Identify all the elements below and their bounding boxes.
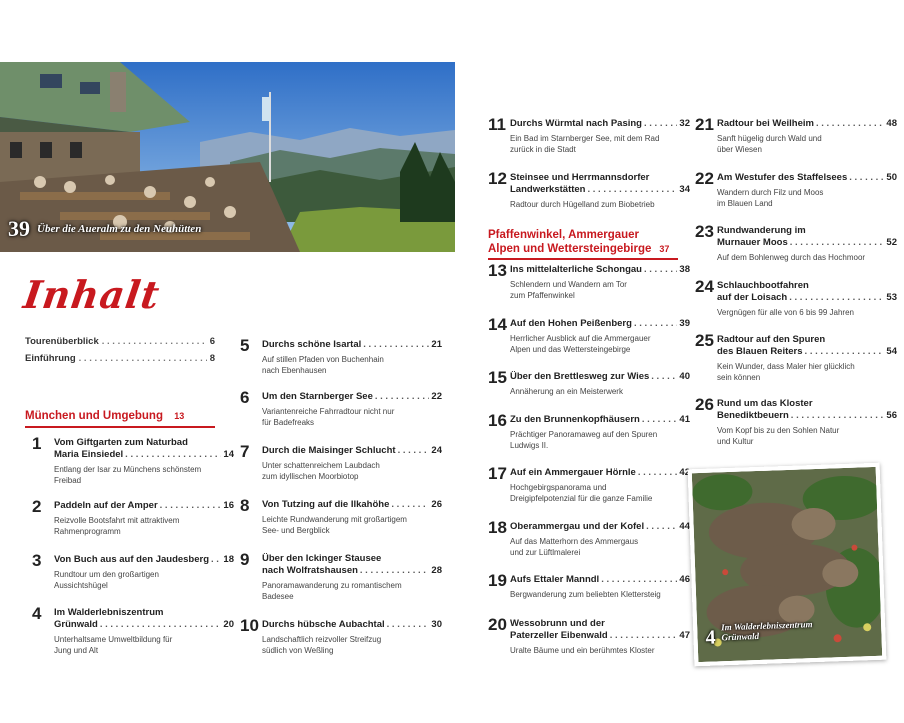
tour-title bbox=[510, 414, 690, 426]
tour-number: 21 bbox=[695, 115, 714, 134]
tour-title bbox=[262, 391, 442, 403]
leader-dots bbox=[360, 565, 430, 577]
leader-dots bbox=[375, 391, 430, 403]
tour-description bbox=[262, 514, 442, 536]
toc-entry-body bbox=[510, 574, 690, 600]
toc-entry-body bbox=[510, 521, 690, 558]
tour-description-line: und zur Lüftlmalerei bbox=[510, 548, 581, 557]
boars-photo bbox=[688, 463, 887, 667]
tour-description-line: Wandern durch Filz und Moos bbox=[717, 188, 824, 197]
tour-title-line: Rund um das Kloster bbox=[717, 398, 813, 409]
tour-page: 26 bbox=[431, 499, 442, 510]
toc-entry-body bbox=[717, 280, 897, 318]
tour-description bbox=[717, 361, 897, 383]
tour-description bbox=[510, 279, 690, 301]
toc-entry-body bbox=[717, 225, 897, 263]
tour-number: 15 bbox=[488, 368, 507, 387]
toc-entry-body bbox=[262, 553, 442, 602]
tour-title bbox=[717, 172, 897, 184]
leader-dots bbox=[160, 500, 222, 512]
tour-number: 8 bbox=[240, 496, 250, 515]
tour-title bbox=[717, 334, 897, 358]
tour-description bbox=[510, 645, 690, 656]
tour-title-line: Über den Ickinger Stausee bbox=[262, 553, 382, 564]
tour-title bbox=[510, 118, 690, 130]
tour-description-line: sein können bbox=[717, 373, 761, 382]
tour-number: 22 bbox=[695, 169, 714, 188]
tour-description-line: Landschaftlich reizvoller Streifzug bbox=[262, 635, 382, 644]
tour-page: 46 bbox=[679, 574, 690, 585]
tour-description-line: über Wiesen bbox=[717, 145, 762, 154]
tour-description-line: Reizvolle Bootsfahrt mit attraktivem bbox=[54, 516, 180, 525]
tour-title-line: Paddeln auf der Amper bbox=[54, 500, 158, 511]
tour-title bbox=[262, 445, 442, 457]
tour-description bbox=[717, 425, 897, 447]
tour-description-line: Prächtiger Panoramaweg auf den Spuren bbox=[510, 430, 658, 439]
tour-page: 38 bbox=[679, 264, 690, 275]
tour-description-line: für Badefreaks bbox=[262, 418, 315, 427]
tour-description-line: Bergwanderung zum beliebten Klettersteig bbox=[510, 590, 661, 599]
tour-title-line: Auf den Hohen Peißenberg bbox=[510, 318, 632, 329]
tour-number: 23 bbox=[695, 222, 714, 241]
section-title-line: Alpen und Wettersteingebirge bbox=[488, 243, 652, 255]
tour-description-line: Ludwigs II. bbox=[510, 441, 549, 450]
tour-description-line: Ein Bad im Starnberger See, mit dem Rad bbox=[510, 134, 660, 143]
tour-title-line: Benediktbeuern bbox=[717, 410, 789, 421]
page-title: Inhalt bbox=[20, 272, 163, 317]
toc-front-entry[interactable] bbox=[25, 336, 215, 347]
tour-description bbox=[510, 333, 690, 355]
tour-title-line: Oberammergau und der Kofel bbox=[510, 521, 645, 532]
tour-title-line: Am Westufer des Staffelsees bbox=[717, 172, 848, 183]
tour-description bbox=[262, 354, 442, 376]
tour-description-line: Dreigipfelpotenzial für die ganze Familie bbox=[510, 494, 653, 503]
tour-number: 11 bbox=[488, 115, 506, 134]
tour-description-line: Variantenreiche Fahrradtour nicht nur bbox=[262, 407, 395, 416]
tour-description-line: Herrlicher Ausblick auf die Ammergauer bbox=[510, 334, 651, 343]
tour-number: 26 bbox=[695, 395, 714, 414]
tour-title-line: Von Tutzing auf die Ilkahöhe bbox=[262, 499, 390, 510]
tour-number: 14 bbox=[488, 315, 507, 334]
leader-dots bbox=[651, 371, 677, 383]
tour-title-line: Maria Einsiedel bbox=[54, 449, 124, 460]
section-page: 37 bbox=[659, 244, 670, 254]
leader-dots bbox=[644, 118, 677, 130]
toc-entry-body bbox=[510, 467, 690, 504]
tour-description bbox=[510, 589, 690, 600]
tour-title bbox=[510, 574, 690, 586]
tour-number: 4 bbox=[32, 604, 42, 623]
tour-title bbox=[262, 619, 442, 631]
leader-dots bbox=[398, 445, 430, 457]
tour-title-line: Im Walderlebniszentrum bbox=[54, 607, 164, 618]
tour-title-line: Über den Brettlesweg zur Wies bbox=[510, 371, 650, 382]
leader-dots bbox=[805, 346, 885, 358]
photo-caption bbox=[8, 216, 201, 242]
tour-description bbox=[510, 429, 690, 451]
tour-page: 53 bbox=[886, 292, 897, 303]
tour-description-line: Entlang der Isar zu Münchens schönstem bbox=[54, 465, 202, 474]
tour-title bbox=[717, 280, 897, 304]
tour-description bbox=[54, 464, 234, 486]
leader-dots bbox=[816, 118, 884, 130]
leader-dots bbox=[211, 554, 221, 566]
toc-front-title: Tourenüberblick bbox=[25, 336, 99, 347]
tour-page: 20 bbox=[223, 619, 234, 630]
tour-description-line: Annäherung an ein Meisterwerk bbox=[510, 387, 623, 396]
tour-title bbox=[717, 118, 897, 130]
tour-title-line: Auf ein Ammergauer Hörnle bbox=[510, 467, 636, 478]
tour-description-line: Vergnügen für alle von 6 bis 99 Jahren bbox=[717, 308, 854, 317]
tour-title-line: Rundwanderung im bbox=[717, 225, 806, 236]
tour-description-line: nach Ebenhausen bbox=[262, 366, 327, 375]
tour-page: 22 bbox=[431, 391, 442, 402]
toc-entry-body bbox=[54, 500, 234, 537]
tour-title-line: Steinsee und Herrmannsdorfer bbox=[510, 172, 650, 183]
leader-dots bbox=[789, 292, 884, 304]
leader-dots bbox=[601, 574, 677, 586]
toc-entry-body bbox=[262, 391, 442, 428]
tour-title-line: nach Wolfratshausen bbox=[262, 565, 358, 576]
tour-description-line: Uralte Bäume und ein berühmtes Kloster bbox=[510, 646, 655, 655]
tour-description bbox=[717, 133, 897, 155]
tour-description-line: Vom Kopf bis zu den Sohlen Natur bbox=[717, 426, 840, 435]
tour-page: 24 bbox=[431, 445, 442, 456]
tour-page: 30 bbox=[431, 619, 442, 630]
tour-title-line: Paterzeller Eibenwald bbox=[510, 630, 608, 641]
tour-number: 13 bbox=[488, 261, 507, 280]
tour-number: 25 bbox=[695, 331, 714, 350]
tour-title-line: Ins mittelalterliche Schongau bbox=[510, 264, 642, 275]
toc-entry-body bbox=[54, 607, 234, 656]
tour-description bbox=[717, 187, 897, 209]
tour-description bbox=[510, 386, 690, 397]
tour-title-line: Landwerkstätten bbox=[510, 184, 586, 195]
tour-description bbox=[717, 307, 897, 318]
tour-page: 47 bbox=[679, 630, 690, 641]
toc-entry-body bbox=[262, 445, 442, 482]
tour-description-line: Leichte Rundwanderung mit großartigem bbox=[262, 515, 407, 524]
toc-front-page: 6 bbox=[209, 336, 215, 347]
tour-page: 32 bbox=[679, 118, 690, 129]
tour-page: 44 bbox=[679, 521, 690, 532]
tour-page: 42 bbox=[679, 467, 690, 478]
leader-dots bbox=[642, 414, 678, 426]
tour-title bbox=[262, 553, 442, 577]
tour-title bbox=[262, 499, 442, 511]
tour-number: 16 bbox=[488, 411, 507, 430]
photo-caption-number: 39 bbox=[8, 216, 30, 241]
tour-description-line: südlich von Weßling bbox=[262, 646, 334, 655]
tour-page: 50 bbox=[886, 172, 897, 183]
tour-title bbox=[510, 264, 690, 276]
leader-dots bbox=[610, 630, 678, 642]
tour-description-line: Jung und Alt bbox=[54, 646, 99, 655]
tour-description bbox=[54, 515, 234, 537]
tour-title-line: Murnauer Moos bbox=[717, 237, 788, 248]
header-photo bbox=[0, 62, 455, 252]
section-divider bbox=[25, 426, 215, 428]
tour-page: 54 bbox=[886, 346, 897, 357]
tour-description-line: Badesee bbox=[262, 592, 294, 601]
photo-caption-text: Über die Aueralm zu den Neuhütten bbox=[37, 223, 202, 235]
tour-description-line: Schlendern und Wandern am Tor bbox=[510, 280, 627, 289]
tour-description-line: Sanft hügelig durch Wald und bbox=[717, 134, 822, 143]
tour-title bbox=[510, 172, 690, 196]
toc-entry-body bbox=[717, 398, 897, 447]
leader-dots bbox=[102, 336, 207, 347]
tour-title-line: Wessobrunn und der bbox=[510, 618, 605, 629]
toc-entry-body bbox=[262, 619, 442, 656]
tour-description-line: See- und Bergblick bbox=[262, 526, 330, 535]
tour-description bbox=[262, 460, 442, 482]
tour-title-line: auf der Loisach bbox=[717, 292, 788, 303]
tour-title bbox=[54, 437, 234, 461]
tour-number: 3 bbox=[32, 551, 42, 570]
tour-description bbox=[510, 536, 690, 558]
tour-title-line: Durchs schöne Isartal bbox=[262, 339, 362, 350]
tour-number: 24 bbox=[695, 277, 714, 296]
tour-description-line: Freibad bbox=[54, 476, 82, 485]
toc-entry-body bbox=[510, 264, 690, 301]
leader-dots bbox=[646, 521, 677, 533]
tour-description bbox=[510, 133, 690, 155]
tour-description bbox=[262, 634, 442, 656]
toc-front-title: Einführung bbox=[25, 353, 76, 364]
toc-entry-body bbox=[717, 118, 897, 155]
leader-dots bbox=[588, 184, 678, 196]
tour-title bbox=[510, 318, 690, 330]
leader-dots bbox=[791, 410, 885, 422]
tour-title-line: Radtour bei Weilheim bbox=[717, 118, 814, 129]
tour-title bbox=[54, 554, 234, 566]
tour-page: 14 bbox=[223, 449, 234, 460]
tour-number: 9 bbox=[240, 550, 250, 569]
section-title-line: Pfaffenwinkel, Ammergauer bbox=[488, 229, 640, 241]
tour-number: 17 bbox=[488, 464, 507, 483]
toc-entry-body bbox=[510, 618, 690, 656]
toc-entry-body bbox=[510, 371, 690, 397]
photo-caption-number: 4 bbox=[705, 626, 716, 649]
tour-title bbox=[510, 618, 690, 642]
tour-number: 10 bbox=[240, 616, 259, 635]
tour-description-line: Panoramawanderung zu romantischem bbox=[262, 581, 402, 590]
tour-title bbox=[510, 371, 690, 383]
tour-title-line: Durchs hübsche Aubachtal bbox=[262, 619, 385, 630]
toc-entry-body bbox=[262, 339, 442, 376]
leader-dots bbox=[79, 353, 207, 364]
tour-number: 5 bbox=[240, 336, 250, 355]
tour-title bbox=[717, 225, 897, 249]
tour-number: 7 bbox=[240, 442, 250, 461]
tour-title-line: Grünwald bbox=[54, 619, 98, 630]
photo-caption-line: Grünwald bbox=[721, 631, 760, 643]
toc-entry-body bbox=[717, 334, 897, 383]
tour-description-line: Kein Wunder, dass Maler hier glücklich bbox=[717, 362, 855, 371]
tour-title-line: Radtour auf den Spuren bbox=[717, 334, 826, 345]
tour-description-line: Unterhaltsame Umweltbildung für bbox=[54, 635, 173, 644]
tour-description-line: zurück in die Stadt bbox=[510, 145, 576, 154]
tour-number: 18 bbox=[488, 518, 507, 537]
section-title: München und Umgebung bbox=[25, 410, 163, 422]
tour-description bbox=[510, 482, 690, 504]
tour-number: 6 bbox=[240, 388, 250, 407]
tour-number: 20 bbox=[488, 615, 507, 634]
tour-page: 34 bbox=[679, 184, 690, 195]
tour-title bbox=[510, 521, 690, 533]
tour-description bbox=[717, 252, 897, 263]
section-page: 13 bbox=[174, 411, 185, 421]
tour-title-line: Zu den Brunnenkopfhäusern bbox=[510, 414, 640, 425]
tour-title bbox=[54, 607, 234, 631]
toc-entry-body bbox=[262, 499, 442, 536]
toc-entry-body bbox=[510, 172, 690, 210]
tour-description-line: Auf das Matterhorn des Ammergaus bbox=[510, 537, 639, 546]
section-heading[interactable] bbox=[488, 228, 669, 256]
tour-description-line: Auf dem Bohlenweg durch das Hochmoor bbox=[717, 253, 866, 262]
tour-title bbox=[510, 467, 690, 479]
toc-entry-body bbox=[510, 318, 690, 355]
tour-page: 16 bbox=[223, 500, 234, 511]
tour-title-line: Schlauchbootfahren bbox=[717, 280, 809, 291]
tour-number: 12 bbox=[488, 169, 507, 188]
tour-title-line: Durchs Würmtal nach Pasing bbox=[510, 118, 642, 129]
tour-number: 1 bbox=[32, 434, 42, 453]
leader-dots bbox=[387, 619, 430, 631]
toc-front-page: 8 bbox=[209, 353, 215, 364]
toc-entry-body bbox=[510, 414, 690, 451]
tour-description-line: Alpen und das Wettersteingebirge bbox=[510, 345, 631, 354]
tour-page: 40 bbox=[679, 371, 690, 382]
tour-description bbox=[510, 199, 690, 210]
tour-description bbox=[262, 580, 442, 602]
tour-page: 39 bbox=[679, 318, 690, 329]
tour-title-line: Durch die Maisinger Schlucht bbox=[262, 445, 396, 456]
toc-front-entry[interactable] bbox=[25, 353, 215, 364]
toc-entry-body bbox=[54, 437, 234, 486]
leader-dots bbox=[644, 264, 677, 276]
toc-entry-body bbox=[717, 172, 897, 209]
tour-description-line: zum Pfaffenwinkel bbox=[510, 291, 575, 300]
tour-page: 41 bbox=[679, 414, 690, 425]
tour-description-line: Auf stillen Pfaden von Buchenhain bbox=[262, 355, 384, 364]
tour-title-line: Um den Starnberger See bbox=[262, 391, 373, 402]
tour-description-line: Radtour durch Hügelland zum Biobetrieb bbox=[510, 200, 655, 209]
tour-title-line: des Blauen Reiters bbox=[717, 346, 803, 357]
toc-entry-body bbox=[510, 118, 690, 155]
tour-description-line: Rundtour um den großartigen bbox=[54, 570, 159, 579]
tour-title bbox=[54, 500, 234, 512]
tour-page: 28 bbox=[431, 565, 442, 576]
tour-page: 21 bbox=[431, 339, 442, 350]
tour-description bbox=[262, 406, 442, 428]
tour-title bbox=[717, 398, 897, 422]
tour-description-line: Hochgebirgspanorama und bbox=[510, 483, 607, 492]
tour-description-line: zum idyllischen Moorbiotop bbox=[262, 472, 359, 481]
tour-page: 48 bbox=[886, 118, 897, 129]
tour-description-line: Rahmenprogramm bbox=[54, 527, 121, 536]
section-divider bbox=[488, 258, 678, 260]
tour-description-line: und Kultur bbox=[717, 437, 754, 446]
leader-dots bbox=[638, 467, 678, 479]
leader-dots bbox=[363, 339, 429, 351]
leader-dots bbox=[391, 499, 429, 511]
photo-caption-line: Im Walderlebniszentrum bbox=[720, 619, 813, 633]
tour-title bbox=[262, 339, 442, 351]
tour-description-line: im Blauen Land bbox=[717, 199, 773, 208]
tour-number: 2 bbox=[32, 497, 42, 516]
tour-description-line: Unter schattenreichem Laubdach bbox=[262, 461, 380, 470]
leader-dots bbox=[849, 172, 884, 184]
leader-dots bbox=[125, 449, 221, 461]
tour-description bbox=[54, 634, 234, 656]
section-heading[interactable] bbox=[25, 410, 184, 422]
toc-entry-body bbox=[54, 554, 234, 591]
tour-description bbox=[54, 569, 234, 591]
tour-title-line: Vom Giftgarten zum Naturbad bbox=[54, 437, 188, 448]
tour-page: 52 bbox=[886, 237, 897, 248]
tour-description-line: Aussichtshügel bbox=[54, 581, 108, 590]
tour-number: 19 bbox=[488, 571, 507, 590]
leader-dots bbox=[634, 318, 677, 330]
tour-title-line: Aufs Ettaler Manndl bbox=[510, 574, 600, 585]
leader-dots bbox=[100, 619, 222, 631]
tour-page: 56 bbox=[886, 410, 897, 421]
tour-title-line: Von Buch aus auf den Jaudesberg bbox=[54, 554, 210, 565]
tour-page: 18 bbox=[223, 554, 234, 565]
leader-dots bbox=[790, 237, 885, 249]
